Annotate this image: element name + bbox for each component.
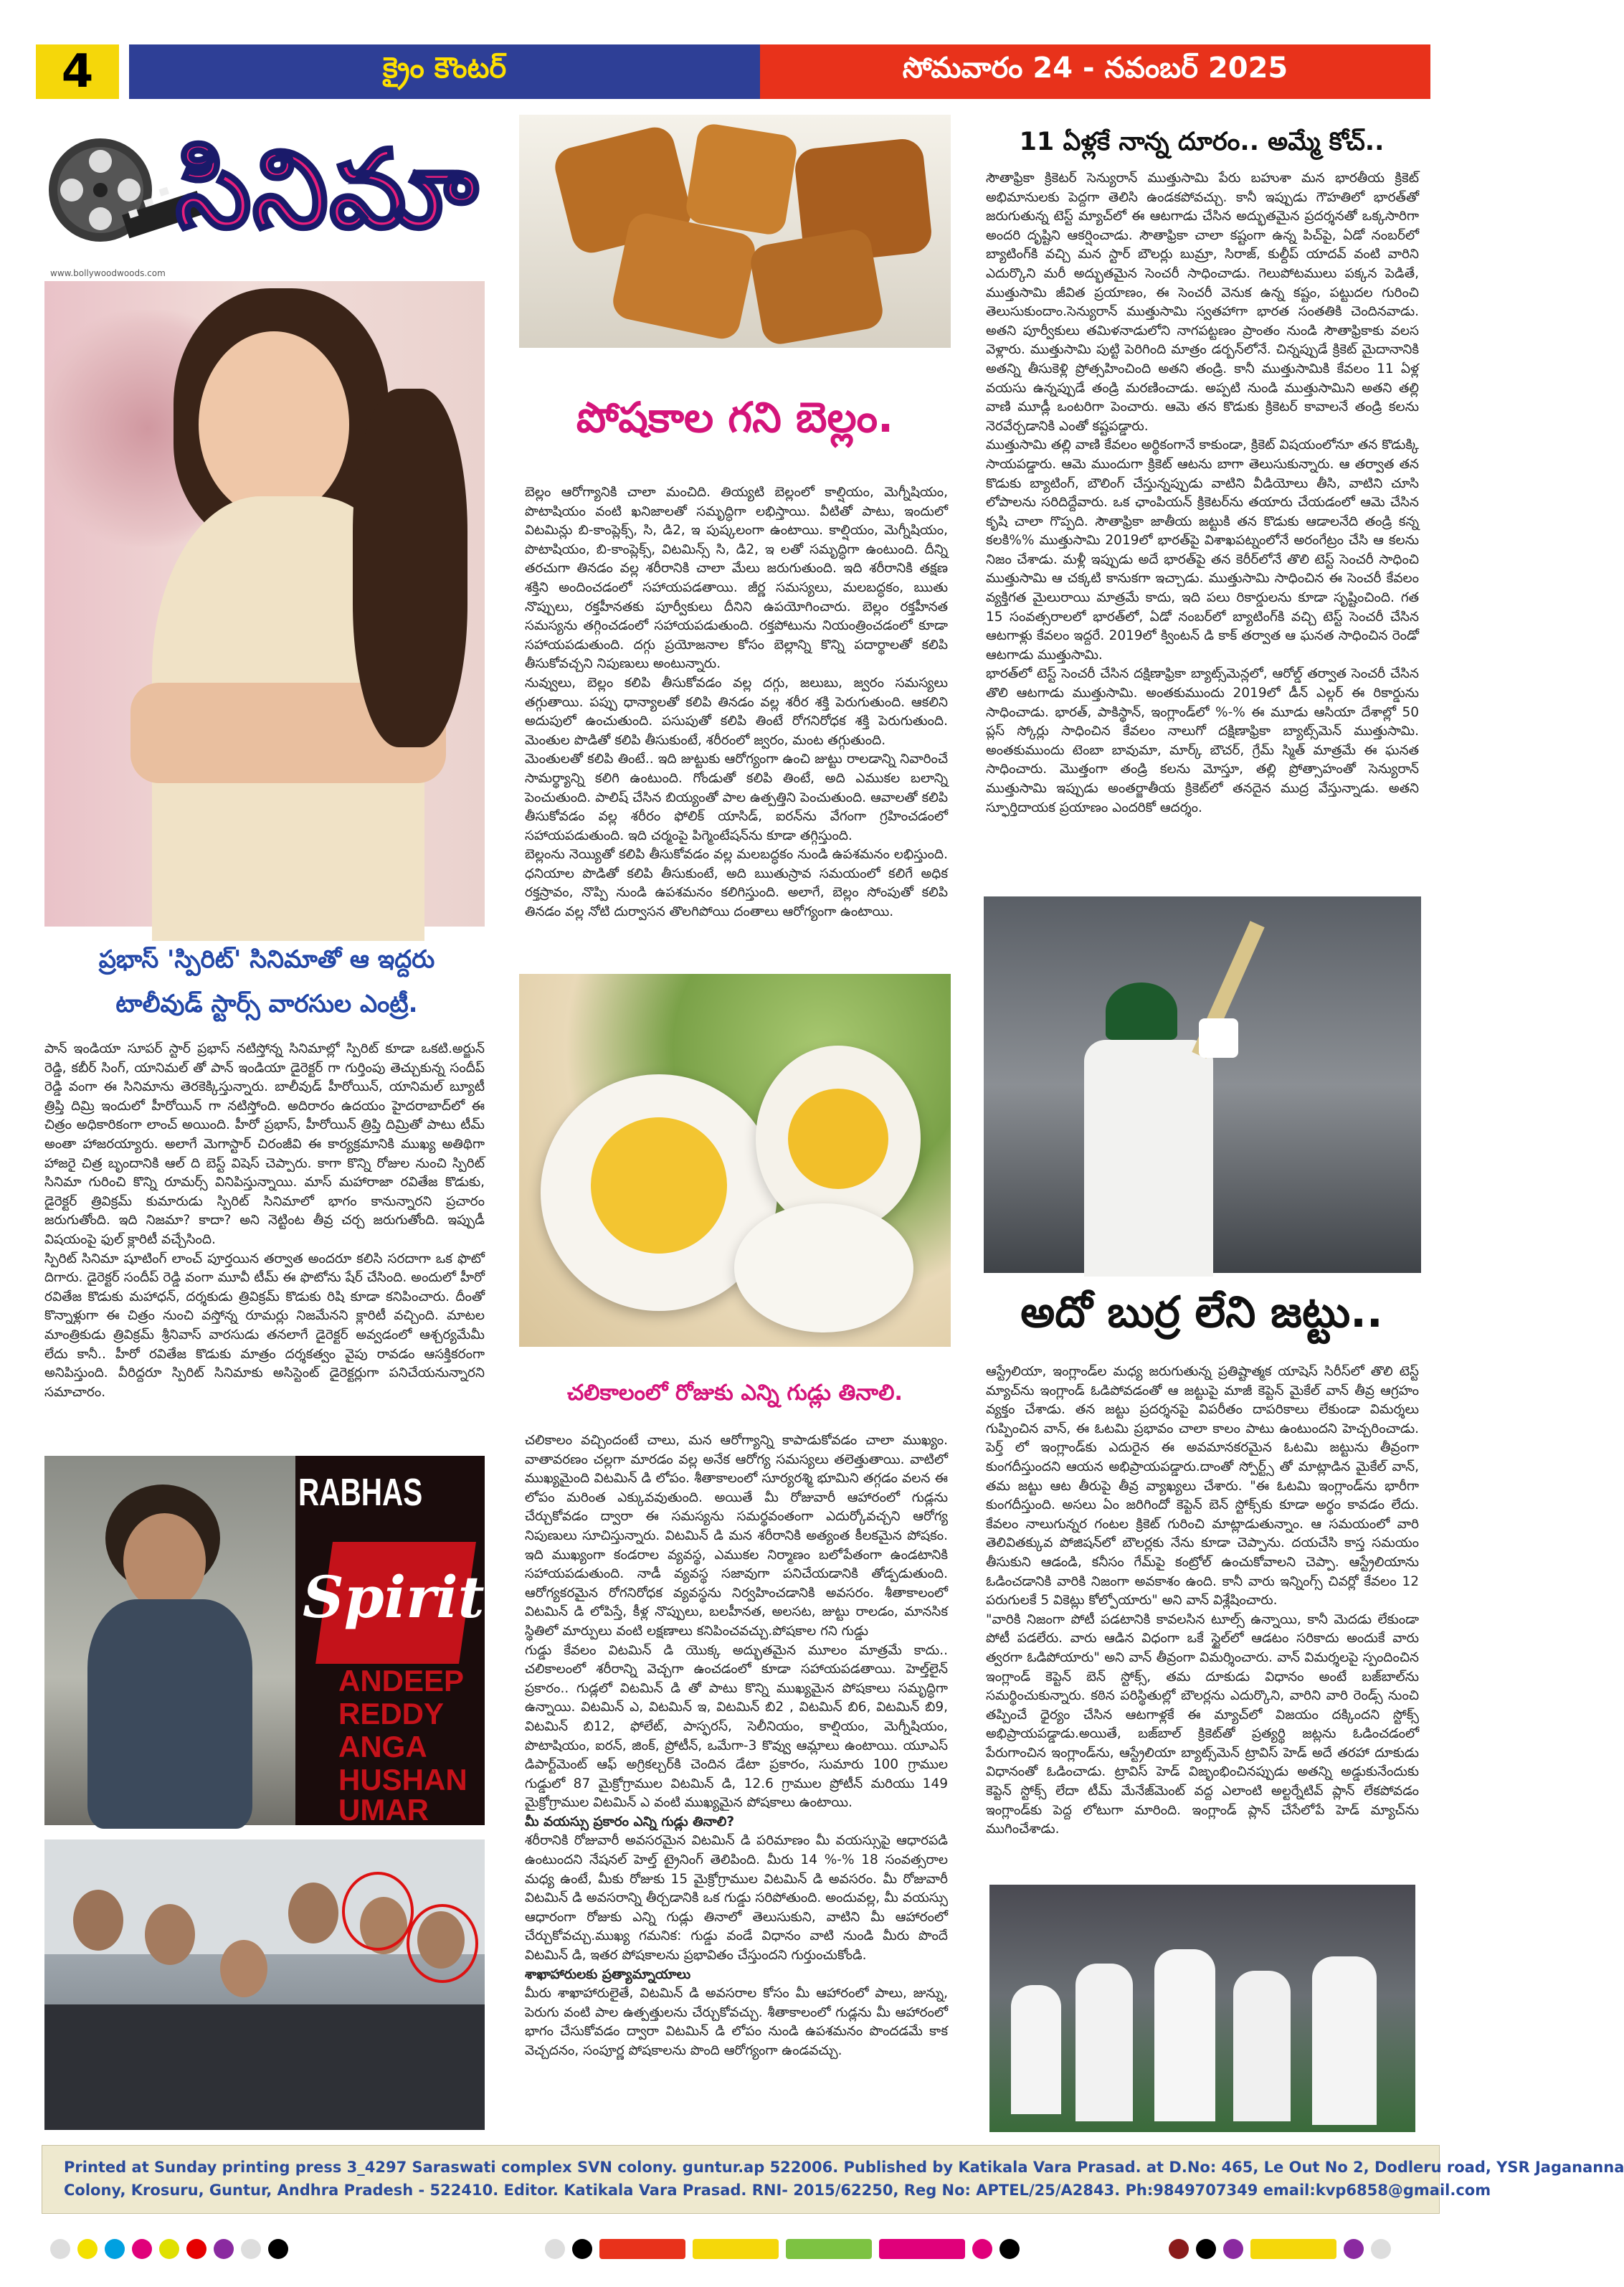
england-article-body xyxy=(986,1363,1419,1879)
prabhas-photo xyxy=(44,1456,295,1825)
article-paragraph: మెంతులతో కలిపి తింటే.. ఇది జుట్టుకు ఆరోగ్యంగా ఉంచి జుట్టు రాలడాన్ని నివారించే సామర్థ్యాన్ని కలిగి ఉంటుంది. గోండుతో కలిపి తింటే, అది ఎముకల బలాన్ని పెంచుతుంది. పాలిష్ చేసిన బియ్యంతో పాల ఉత్పత్తిని పెంచుతుంది. ఆవాలతో కలిపి తీసుకోవడం వల్ల శరీరం ఫోలిక్ యాసిడ్, ఐరన్‌ను వేగంగా గ్రహించడంలో సహాయపడుతుంది. ఇది చర్మంపై పిగ్మెంటేషన్‌ను కూడా తగ్గిస్తుంది. xyxy=(525,752,948,843)
masthead-date: సోమవారం 24 - నవంబర్ 2025 xyxy=(760,44,1430,99)
article-paragraph: గుడ్డు కేవలం విటమిన్ డి యొక్క అద్భుతమైన మూలం మాత్రమే కాదు.. చలికాలంలో శరీరాన్ని వెచ్చగా ఉంచడంలో కూడా సహాయపడతాయి. హెల్త్‌లైన్ ప్రకారం.. గుడ్లలో విటమిన్ డి తో పాటు కొన్ని ముఖ్యమైన పోషకాలు సమృద్ధిగా ఉన్నాయి. విటమిన్ ఎ, విటమిన్ ఇ, విటమిన్ బి2 , విటమిన్ బి6, విటమిన్ బి9, విటమిన్ బి12, ఫోలేట్, పాస్ఫరస్, సెలీనియం, కాల్షియం, మెగ్నీషియం, పొటాషియం, ఐరన్, జింక్, ప్రోటీన్, ఒమేగా-3 కొవ్వు ఆమ్లాలు ఉంటాయి. యూఎస్ డిపార్ట్‌మెంట్ ఆఫ్ అగ్రికల్చర్‌కి చెందిన డేటా ప్రకారం, సుమారు 100 గ్రాముల గుడ్డులో 87 మైక్రోగ్రాముల విటమిన్ డి, 12.6 గ్రాముల ప్రోటీన్ మరియు 149 మైక్రోగ్రాముల విటమిన్ ఎ వంటి ముఖ్యమైన పోషకాలు ఉంటాయి. xyxy=(525,1642,948,1811)
imprint-line: Colony, Krosuru, Guntur, Andhra Pradesh - 522410. Editor. Katikala Vara Prasad. RNI- 2015/62250, Reg No: APTEL/25/A2843. Ph:9849707349 email:kvp6858@gmail.com xyxy=(64,2182,1491,2199)
article-paragraph: పాన్ ఇండియా సూపర్ స్టార్ ప్రభాస్ నటిస్తోన్న సినిమాల్లో స్పిరిట్ కూడా ఒకటి.అర్జున్ రెడ్డి, కబీర్ సింగ్, యానిమల్ తో పాన్ ఇండియా డైరెక్టర్ గా గుర్తింపు తెచ్చుకున్న సందీప్ రెడ్డి వంగా ఈ సినిమాను తెరకెక్కిస్తున్నారు. బాలీవుడ్ హీరోయిన్, యానిమల్ బ్యూటీ త్రిప్తి దిమ్రి ఇందులో హీరోయిన్ గా నటిస్తోంది. అదిరారం ఉదయం హైదరాబాద్‌లో ఈ చిత్రం అధికారికంగా లాంచ్ అయింది. హీరో ప్రభాస్, హీరోయిన్ త్రిప్తి దిమ్రితో పాటు టీమ్ అంతా హాజరయ్యారు. అలాగే మెగాస్టార్ చిరంజీవి ఈ కార్యక్రమానికి ముఖ్య అతిథిగా హాజరై చిత్ర బృందానికి ఆల్ ది బెస్ట్ విషెస్ చెప్పారు. కాగా కొన్ని రోజుల నుంచి స్పిరిట్ సినిమా గురించి కొన్ని రూమర్స్ వినిపిస్తున్నాయి. మాస్ మహారాజా రవితేజ కొడుకు, డైరెక్టర్ త్రివిక్రమ్ కుమారుడు స్పిరిట్ సినిమాలో భాగం కానున్నారని ప్రచారం జరుగుతోంది. ఇది నిజమా? కాదా? అని నెట్టింట తీవ్ర చర్చ జరుగుతోంది. ఇప్పుడీ విషయంపై ఫుల్ క్లారిటీ వచ్చేసింది. xyxy=(44,1041,485,1247)
poster-credit-line: HUSHAN xyxy=(338,1763,467,1796)
spirit-poster xyxy=(295,1456,485,1825)
photo-credit-watermark: www.bollywoodwoods.com xyxy=(50,268,166,278)
muthusamy-article-body xyxy=(986,169,1419,886)
masthead-newspaper-name: క్రైం కౌంటర్ xyxy=(129,44,760,99)
poster-title-rabhas: RABHAS xyxy=(298,1471,423,1514)
article-paragraph: శరీరానికి రోజువారీ అవసరమైన విటమిన్ డి పరిమాణం మీ వయస్సుపై ఆధారపడి ఉంటుందని నేషనల్ హెల్త్ ట్రైనింగ్ తెలిపింది. మీరు 14 %-% 18 సంవత్సరాల మధ్య ఉంటే, మీకు రోజుకు 15 మైక్రోగ్రాముల విటమిన్ డి అవసరం. మీ రోజువారీ విటమిన్ డి అవసరాన్ని తీర్చడానికి ఒక గుడ్డు సరిపోతుంది. అందువల్ల, మీ వయస్సు ఆధారంగా రోజుకు ఎన్ని గుడ్లు తినాలో తెలుసుకుని, వాటిని మీ ఆహారంలో చేర్చుకోవచ్చు.ముఖ్య గమనిక: గుడ్డు వండే విధానం వాటి నుండి మీరు పొందే విటమిన్ డి, ఇతర పోషకాలను ప్రభావితం చేస్తుందని గుర్తుంచుకోండి. xyxy=(525,1833,948,1964)
article-paragraph: "వారికి నిజంగా పోటీ పడటానికి కావలసిన టూల్స్ ఉన్నాయి, కానీ మెదడు లేకుండా పోటీ పడలేరు. వారు ఆడిన విధంగా ఒకే స్టైల్‌లో ఆడటం సరికాదు అందుకే వారు త్వరగా ఓడిపోయారు" అని వాన్ తీవ్రంగా విమర్శించారు. వాన్ విమర్శలపై స్పందించిన ఇంగ్లాండ్ కెప్టెన్ బెన్ స్టోక్స్, తమ దూకుడు విధానం అంటే బజ్‌బాల్‌ను సమర్థించుకున్నారు. కఠిన పరిస్థితుల్లో బౌలర్లను ఎదుర్కొని, వారిని వారి రెండ్స్ నుంచి తప్పించే ధైర్యం చేసిన ఆటగాళ్లకే ఈ మ్యాచ్‌లో విజయం దక్కిందని స్టోక్స్ అభిప్రాయపడ్డాడు.అయితే, బజ్‌బాల్ క్రికెట్‌తో ప్రత్యర్థి జట్లను ఓడించడంలో పేరుగాంచిన ఇంగ్లాండ్‌ను, ఆస్ట్రేలియా బ్యాట్స్‌మెన్ ట్రావిస్ హెడ్ అదే తరహా దూకుడు విధానంతో ఓడించాడు. ట్రావిస్ హెడ్ విజృంభించినప్పుడు అతన్ని అడ్డుకునేందుకు కెప్టెన్ స్టోక్స్ లేదా టీమ్ మేనేజ్‌మెంట్ వద్ద ఎలాంటి అల్టర్నేటివ్ ప్లాన్ లేకపోవడం ఇంగ్లాండ్‌కు పెద్ద లోటుగా మారింది. ఇంగ్లాండ్ ప్లాన్ చేసేలోపే హెడ్ మ్యాచ్‌ను ముగించేశాడు. xyxy=(986,1611,1419,1837)
article-paragraph: చలికాలం వచ్చిందంటే చాలు, మన ఆరోగ్యాన్ని కాపాడుకోవడం చాలా ముఖ్యం. వాతావరణం చల్లగా మారడం వల్ల అనేక ఆరోగ్య సమస్యలు తలెత్తుతాయి. వాటిలో ముఖ్యమైంది విటమిన్ డి లోపం. శీతాకాలంలో సూర్యరశ్మి భూమిని తగ్గడం వలన ఈ లోపం మరింత ఎక్కువవుతుంది. అయితే మీ రోజువారీ ఆహారంలో గుడ్లను చేర్చుకోవడం ద్వారా ఈ సమస్యను సమర్థవంతంగా ఎదుర్కోవచ్చని ఆరోగ్య నిపుణులు సూచిస్తున్నారు. విటమిన్ డి మన శరీరానికి అత్యంత కీలకమైన పోషకం. ఇది ముఖ్యంగా కండరాల వ్యవస్థ, ఎముకల నిర్మాణం బలోపేతంగా ఉండటానికి సహాయపడుతుంది. నాడీ వ్యవస్థ సజావుగా పనిచేయడానికి తోడ్పడుతుంది. ఆరోగ్యకరమైన రోగనిరోధక వ్యవస్థను నిర్వహించడానికి అవసరం. శీతాకాలంలో విటమిన్ డి లోపిస్తే, కీళ్ల నొప్పులు, బలహీనత, అలసట, జుట్టు రాలడం, మానసిక స్థితిలో మార్పులు వంటి లక్షణాలు కనిపించవచ్చు.పోషకాల గని గుడ్డు xyxy=(525,1433,948,1639)
cinema-logo-text: సినిమా xyxy=(176,128,480,252)
spirit-article-body xyxy=(44,1040,485,1441)
article-paragraph: ముత్తుసామి తల్లి వాణి కేవలం అర్థికంగానే కాకుండా, క్రికెట్ విషయంలోనూ తన కొడుక్కి సాయపడ్డారు. ఆమె ముందుగా క్రికెట్ ఆటను బాగా తెలుసుకున్నారు. ఆ తర్వాత తన కొడుకు బ్యాటింగ్, బౌలింగ్ చేస్తున్నప్పుడు వాటిని వీడియోలు తీసి, వాటిని చూసి లోపాలను సరిదిద్దేవారు. ఒక ఛాంపియన్ క్రికెటర్‌ను తయారు చేయడంలో ఆమె చేసిన కృషి చాలా గొప్పది. సౌతాఫ్రికా జాతీయ జట్టుకి తన కొడుకు ఆడాలనేది తండ్రి కన్న కలకి%% ముత్తుసామి 2019లో భారత్‌పై విశాఖపట్నంలోనే అరంగేట్రం చేసి ఆ కలను నిజం చేశాడు. మళ్లీ ఇప్పుడు అదే భారత్‌పై తన కెరీర్‌లోనే తొలి టెస్ట్ సెంచరీ సాధించి ముత్తుసామి ఆ చక్కటి కానుకగా ఇచ్చాడు. ముత్తుసామి సాధించిన ఈ సెంచరీ కేవలం వ్యక్తిగత మైలురాయి మాత్రమే కాదు, ఇది పలు రికార్డులను కూడా సృష్టించింది. గత 15 సంవత్సరాలలో భారత్‌లో, ఏడో నంబర్‌లో బ్యాటింగ్‌కి వచ్చి టెస్ట్ సెంచరీ చేసిన ఆటగాళ్లు కేవలం ఇద్దరే. 2019లో క్వింటన్ డి కాక్ తర్వాత ఆ ఘనత సాధించిన రెండో ఆటగాడు ముత్తుసామి. xyxy=(986,437,1419,663)
jaggery-photo xyxy=(519,115,951,348)
article-paragraph: స్పిరిట్ సినిమా షూటింగ్ లాంచ్ పూర్తయిన తర్వాత అందరూ కలిసి సరదాగా ఒక ఫొటో దిగారు. డైరెక్టర్ సందీప్ రెడ్డి వంగా మూవీ టీమ్ ఈ ఫొటోను షేర్ చేసింది. అందులో హీరో రవితేజ కొడుకు మహాధన్, దర్శకుడు త్రివిక్రమ్ కొడుకు రిషి కూడా కనిపించారు. దీంతో కొన్నాళ్లుగా ఈ చిత్రం నుంచి వస్తోన్న రూమర్లు నిజమేనని క్లారిటీ వచ్చింది. మాటల మాంత్రికుడు త్రివిక్రమ్ శ్రీనివాస్ వారసుడు తనలాగే డైరెక్టర్ అవ్వడంలో ఆశ్చర్యమేమీ లేదు కానీ.. హీరో రవితేజ కొడుకు మాత్రం దర్శకత్వం వైపు రావడం ఆసక్తికరంగా అనిపిస్తుంది. వీరిద్దరూ స్పిరిట్ సినిమాకు అసిస్టెంట్ డైరెక్టర్లుగా పనిచేయనున్నారని సమాచారం. xyxy=(44,1251,485,1400)
article-paragraph: నువ్వులు, బెల్లం కలిపి తీసుకోవడం వల్ల దగ్గు, జలుబు, జ్వరం సమస్యలు తగ్గుతాయి. పప్పు ధాన్యాలతో కలిపి తినడం వల్ల శరీర శక్తి పెరుగుతుంది. ఆకలిని అదుపులో ఉంచుతుంది. పసుపుతో కలిపి తింటే రోగనిరోధక శక్తి పెరుగుతుంది. మెంతుల పొడితో కలిపి తీసుకుంటే, శరీరంలో జ్వరం, మంట తగ్గుతుంది. xyxy=(525,675,948,748)
spirit-launch-group-photo xyxy=(44,1839,485,2130)
imprint-line: Printed at Sunday printing press 3_4297 Saraswati complex SVN colony. guntur.ap 522006. Published by Katikala Vara Prasad. at D.No: 465, Le Out No 2, Dodleru road, YSR Jagananna xyxy=(64,2159,1624,2176)
registration-marks-right xyxy=(1169,2238,1391,2260)
article-paragraph: బెల్లంను నెయ్యితో కలిపి తీసుకోవడం వల్ల మలబద్ధకం నుండి ఉపశమనం లభిస్తుంది. ధనియాల పొడితో కలిపి తీసుకుంటే, అది ఋతుస్రావ సమయంలో కలిగే అధిక రక్తస్రావం, నొప్పి నుండి ఉపశమనం కలిగిస్తుంది. అలాగే, బెల్లం సోంపుతో కలిపి తినడం వల్ల నోటి దుర్వాసన తొలగిపోయి దంతాలు ఆరోగ్యంగా ఉంటాయి. xyxy=(525,847,948,920)
poster-credit-line: REDDY xyxy=(338,1697,445,1730)
boiled-eggs-photo xyxy=(519,974,951,1347)
article-subheading: మీ వయస్సు ప్రకారం ఎన్ని గుడ్లు తినాలి? xyxy=(525,1814,735,1829)
article-paragraph: భారత్‌లో టెస్ట్ సెంచరీ చేసిన దక్షిణాఫ్రికా బ్యాట్స్‌మెన్లలో, ఆరోల్డ్ తర్వాత సెంచరీ చేసిన తొలి ఆటగాడు ముత్తుసామి. అంతకుముందు 2019లో డీన్ ఎల్గర్ ఈ రికార్డును సాధించాడు. భారత్, పాకిస్థాన్, ఇంగ్లాండ్‌లో %-% ఈ మూడు ఆసియా దేశాల్లో 50 ప్లస్ స్కోర్లు సాధించిన కేవలం నాలుగో దక్షిణాఫ్రికా బ్యాట్స్‌మెన్ ముత్తుసామి. అంతకుముందు టెంబా బావుమా, మార్క్ బౌచర్, గ్రేమ్ స్మిత్ మాత్రమే ఈ ఘనత సాధించారు. మొత్తంగా తండ్రి కలను మోస్తూ, తల్లి ప్రోత్సాహంతో సెన్యురాన్ ముత్తుసామి ఇప్పుడు అంతర్జాతీయ క్రికెట్‌లో తనదైన ముద్ర వేస్తున్నాడు. అతని స్ఫూర్తిదాయక ప్రయాణం ఎందరికో ఆదర్శం. xyxy=(986,666,1419,815)
poster-credit-line: UMAR xyxy=(338,1793,429,1827)
article-paragraph: సౌతాఫ్రికా క్రికెటర్ సెన్యురాన్ ముత్తుసామి పేరు బహుశా మన భారతీయ క్రికెట్ అభిమానులకు పెద్దగా తెలిసి ఉండకపోవచ్చు. కానీ ఇప్పుడు గౌహతిలో భారత్‌తో జరుగుతున్న టెస్ట్ మ్యాచ్‌లో ఈ ఆటగాడు చేసిన అద్భుతమైన ప్రదర్శనతో ఒక్కసారిగా అందరి దృష్టిని ఆకర్షించాడు. సౌతాఫ్రికా చాలా కష్టంగా ఉన్న పిచ్‌పై, ఏడో నంబర్‌లో బ్యాటింగ్‌కి వచ్చి మన స్టార్ బౌలర్లు బుమ్రా, సిరాజ్, కుల్దీప్ యాదవ్ వంటి వారిని ఎదుర్కొని మరీ అద్భుతమైన సెంచరీ సాధించాడు. గెలుపోటములు పక్కన పెడితే, ముత్తుసామి జీవిత ప్రయాణం, ఈ సెంచరీ వెనుక ఉన్న కష్టం, పట్టుదల గురించి తెలుసుకుందాం.సెన్యురాన్ ముత్తుసామి స్వతహాగా భారత సంతతికి చెందినవాడు. అతని పూర్వీకులు తమిళనాడులోని నాగపట్టణం ప్రాంతం నుండి సౌతాఫ్రికాకు వలస వెళ్లారు. ముత్తుసామి పుట్టి పెరిగింది మాత్రం డర్బన్‌లోనే. చిన్నప్పుడే క్రికెట్ మైదానానికి అతన్ని తీసుకెళ్లి ప్రోత్సహించింది అతని తండ్రి. కానీ ముత్తుసామికి కేవలం 11 ఏళ్ల వయసు ఉన్నప్పుడే తండ్రి మరణించాడు. అప్పటి నుండి ముత్తుసామిని అతని తల్లి వాణి మూడ్లీ ఒంటరిగా పెంచారు. ఆమె తన కొడుకు క్రికెటర్ కావాలనే తండ్రి కలను నెరవేర్చడానికి ఎంతో కష్టపడ్డారు. xyxy=(986,171,1419,434)
jaggery-article-body xyxy=(525,483,948,957)
highlight-circle xyxy=(407,1904,478,1983)
eggs-headline: చలికాలంలో రోజుకు ఎన్ని గుడ్లు తినాలి. xyxy=(566,1381,903,1406)
article-subheading: శాఖాహారులకు ప్రత్యామ్నాయాలు xyxy=(525,1966,691,1982)
article-paragraph: మీరు శాఖాహారులైతే, విటమిన్ డి అవసరాల కోసం మీ ఆహారంలో పాలు, జున్ను, పెరుగు వంటి పాల ఉత్పత్తులను చేర్చుకోవచ్చు. శీతాకాలంలో గుడ్లను మీ ఆహారంలో భాగం చేసుకోవడం ద్వారా విటమిన్ డి లోపం నుండి ఉపశమనం పొందడమే కాక వెచ్చదనం, సంపూర్ణ పోషకాలను పొంది ఆరోగ్యంగా ఉండవచ్చు. xyxy=(525,1986,948,2058)
poster-title-spirit: Spirit xyxy=(303,1563,485,1631)
highlight-circle xyxy=(342,1872,414,1951)
article-paragraph: బెల్లం ఆరోగ్యానికి చాలా మంచిది. తియ్యటి బెల్లంలో కాల్షియం, మెగ్నీషియం, పొటాషియం వంటి ఖనిజాలతో సమృద్ధిగా లభిస్తాయి. వీటితో పాటు, ఇందులో విటమిన్లు బి-కాంప్లెక్స్, సి, డి2, ఇ పుష్కలంగా ఉంటాయి. కాల్షియం, మెగ్నీషియం, పొటాషియం, బి-కాంప్లెక్స్, విటమిన్స్ సి, డి2, ఇ లతో సమృద్ధిగా ఉంటుంది. దీన్ని తరచుగా తినడం వల్ల శరీరానికి చాలా మేలు జరుగుతుంది. ఇది శరీరానికి తక్షణ శక్తిని అందించడంలో సహాయపడతాయి. జీర్ణ సమస్యలు, మలబద్ధకం, ఋతు నొప్పులు, రక్తహీనతకు పూర్వీకులు దీనిని ఉపయోగించారు. బెల్లం రక్తహీనత సమస్యను తగ్గించడంలో సహాయపడుతుంది. రక్తపోటును నియంత్రించడంలో కూడా సహాయపడుతుంది. దగ్గు ప్రయోజనాల కోసం బెల్లాన్ని కొన్ని పదార్థాలతో కలిపి తీసుకోవచ్చని నిపుణులు అంటున్నారు. xyxy=(525,485,948,672)
jaggery-headline: పోషకాల గని బెల్లం. xyxy=(576,393,894,442)
poster-credit-line: ANDEEP xyxy=(338,1664,465,1698)
cinema-section-logo xyxy=(43,122,488,265)
spirit-headline-line1: ప్రభాస్ 'స్పిరిట్' సినిమాతో ఆ ఇద్దరు xyxy=(98,945,435,974)
muthusamy-batting-photo xyxy=(984,896,1421,1273)
spirit-headline-line2: టాలీవుడ్ స్టార్స్ వారసుల ఎంట్రీ. xyxy=(115,990,418,1018)
muthusamy-headline: 11 ఏళ్లకే నాన్న దూరం.. అమ్మే కోచ్.. xyxy=(1019,128,1385,156)
article-paragraph: ఆస్ట్రేలియా, ఇంగ్లాండ్‌ల మధ్య జరుగుతున్న ప్రతిష్టాత్మక యాషెస్ సిరీస్‌లో తొలి టెస్ట్ మ్యాచ్‌ను ఇంగ్లాండ్ ఓడిపోవడంతో ఆ జట్టుపై మాజీ కెప్టెన్ మైకేల్ వాన్ తీవ్ర ఆగ్రహం వ్యక్తం చేశాడు. తన జట్టు ప్రదర్శనపై విపరీతం దాపరికాలు లేకుండా విమర్శలు గుప్పించిన వాన్, ఈ ఓటమి ప్రభావం చాలా కాలం పాటు ఉంటుందని హెచ్చరించాడు. పెర్త్ లో ఇంగ్లాండ్‌కు ఎదురైన ఈ అవమానకరమైన ఓటమి జట్టును తీవ్రంగా కుంగదీస్తుందని ఆయన అభిప్రాయపడ్డారు.దాంతో స్పోర్ట్స్ తో మాట్లాడిన మైకేల్ వాన్, తమ జట్టు ఆట తీరుపై తీవ్ర వ్యాఖ్యలు చేశారు. "ఈ ఓటమి ఇంగ్లాండ్‌ను భారీగా కుంగదీస్తుంది. అసలు ఏం జరిగిందో కెప్టెన్ బెన్ స్టోక్స్‌కు కూడా అర్థం కావడం లేదు. కేవలం నాలుగున్నర గంటల క్రికెట్ గురించి మాట్లాడుతున్నాం. ఆ సమయంలో వారి తెలివితక్కువ పోజిషన్‌లో బౌలర్లకు నేను కూడా చెప్పాను. దయచేసి కాస్త సమయం తీసుకుని ఆడండి, కనీసం గేమ్‌పై కంట్రోల్ ఉంచుకోవాలని చెప్పా. ఆస్ట్రేలియాను ఓడించడానికి వారికి నిజంగా అవకాశం ఉంది. కానీ వారు ఇన్నింగ్స్ చివర్లో కేవలం 12 పరుగులకే 5 వికెట్లు కోల్పోయారు" అని వాన్ విశ్లేషించారు. xyxy=(986,1364,1419,1609)
registration-marks-center xyxy=(545,2238,1020,2260)
imprint-footer xyxy=(42,2145,1624,2214)
actress-photo xyxy=(44,281,485,927)
page-number: 4 xyxy=(36,44,119,99)
registration-marks-left xyxy=(50,2238,288,2260)
poster-credit-line: ANGA xyxy=(338,1730,427,1763)
england-team-photo xyxy=(989,1885,1415,2132)
eggs-article-body xyxy=(525,1431,948,2098)
england-headline: అదో బుర్ర లేని జట్టు.. xyxy=(1020,1287,1383,1337)
